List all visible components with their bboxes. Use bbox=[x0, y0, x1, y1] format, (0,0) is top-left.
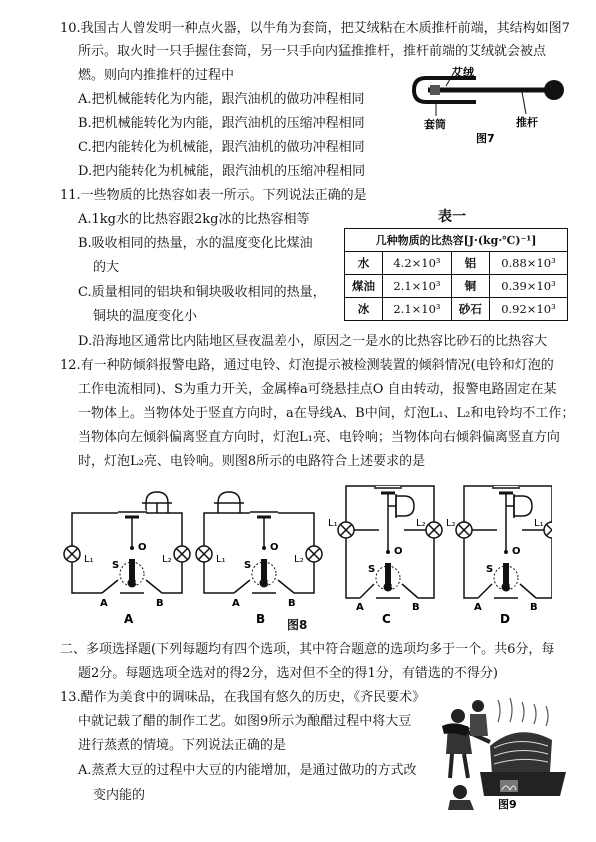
figure-8-circuits bbox=[62, 480, 552, 630]
table-cell: 0.88×10³ bbox=[489, 252, 567, 275]
label-a: a bbox=[267, 577, 274, 587]
label-a: a bbox=[135, 577, 142, 587]
table-cell: 水 bbox=[345, 252, 383, 275]
circuit-a bbox=[64, 492, 190, 626]
table-cell: 煤油 bbox=[345, 275, 383, 298]
q10-stem-line-2: 所示。取火时一只手握住套筒，另一只手向内猛推推杆，推杆前端的艾绒就会被点 bbox=[78, 44, 547, 59]
figure-7-fire-starter bbox=[412, 64, 572, 144]
lamp-label-right: L₂ bbox=[162, 554, 172, 565]
table-row bbox=[345, 275, 568, 298]
q10-stem-line-3: 燃。则向内推推杆的过程中 bbox=[78, 68, 235, 83]
lamp-label-left: L₁ bbox=[328, 518, 338, 529]
q13-stem-line-1: 13.醋作为美食中的调味品，在我国有悠久的历史，《齐民要术》 bbox=[60, 690, 426, 705]
circuit-letter: A bbox=[124, 612, 134, 626]
circuit-c bbox=[328, 486, 442, 626]
lamp-label-right: L₂ bbox=[416, 518, 426, 529]
table-cell: 2.1×10³ bbox=[383, 275, 452, 298]
table-cell: 2.1×10³ bbox=[383, 298, 452, 321]
label-s: S bbox=[368, 564, 376, 575]
figure-9-illustration bbox=[440, 692, 570, 810]
section-2-heading-cont: 题2分。每题选项全选对的得2分，选对但不全的得1分，有错选的不得分) bbox=[78, 666, 498, 681]
q12-stem-line-3: 一物体上。当物体处于竖直方向时，a在导线A、B中间，灯泡L₁、L₂和电铃均不工作； bbox=[78, 406, 575, 421]
table-row bbox=[345, 298, 568, 321]
wire-label-b: B bbox=[288, 598, 296, 609]
label-s: S bbox=[112, 560, 120, 571]
table-cell: 铝 bbox=[451, 252, 489, 275]
q11-option-d: D.沿海地区通常比内陆地区昼夜温差小，原因之一是水的比热容比砂石的比热容大 bbox=[78, 334, 548, 349]
q11-option-a: A.1kg水的比热容跟2kg冰的比热容相等 bbox=[78, 212, 310, 227]
table-cell: 砂石 bbox=[451, 298, 489, 321]
label-a: a bbox=[391, 581, 398, 591]
q10-option-a: A.把机械能转化为内能，跟汽油机的做功冲程相同 bbox=[78, 92, 365, 107]
lamp-label-left: L₁ bbox=[216, 554, 226, 565]
fig7-caption: 图7 bbox=[476, 132, 495, 144]
q13-option-a: A.蒸煮大豆的过程中大豆的内能增加，是通过做功的方式改 bbox=[78, 763, 417, 778]
table-header: 几种物质的比热容[J·(kg·℃)⁻¹] bbox=[345, 229, 568, 252]
label-o: O bbox=[394, 546, 403, 557]
circuit-d bbox=[446, 486, 552, 626]
label-a: a bbox=[509, 581, 516, 591]
table-cell: 铜 bbox=[451, 275, 489, 298]
q12-stem-line-5: 时，灯泡L₂亮、电铃响。则图8所示的电路符合上述要求的是 bbox=[78, 454, 426, 469]
table-cell: 4.2×10³ bbox=[383, 252, 452, 275]
table-cell: 冰 bbox=[345, 298, 383, 321]
lamp-label-right: L₁ bbox=[534, 518, 544, 529]
fig9-caption: 图9 bbox=[498, 798, 517, 810]
wire-label-a: A bbox=[474, 602, 482, 613]
table-1-title: 表一 bbox=[438, 209, 466, 225]
wire-label-a: A bbox=[100, 598, 108, 609]
q12-stem-line-4: 当物体向左倾斜偏离竖直方向时，灯泡L₁亮、电铃响；当物体向右倾斜偏离竖直方向 bbox=[78, 430, 560, 445]
specific-heat-table bbox=[344, 228, 568, 321]
fig7-label-sleeve: 套筒 bbox=[424, 118, 446, 131]
q13-stem-line-2: 中就记载了醋的制作工艺。如图9所示为酿醋过程中将大豆 bbox=[78, 714, 412, 729]
circuit-b bbox=[196, 492, 322, 626]
circuit-letter: C bbox=[382, 612, 391, 626]
label-s: S bbox=[244, 560, 252, 571]
fig8-caption: 图8 bbox=[287, 618, 308, 632]
q10-option-b: B.把机械能转化为内能，跟汽油机的压缩冲程相同 bbox=[78, 116, 365, 131]
label-o: O bbox=[138, 542, 147, 553]
q12-stem-line-1: 12.有一种防倾斜报警电路，通过电铃、灯泡提示被检测装置的倾斜情况(电铃和灯泡的 bbox=[60, 358, 554, 373]
q11-option-c-cont: 铜块的温度变化小 bbox=[93, 309, 198, 324]
lamp-label-right: L₂ bbox=[294, 554, 304, 565]
q12-stem-line-2: 工作电流相同)、S为重力开关，金属棒a可绕悬挂点O 自由转动，报警电路固定在某 bbox=[78, 382, 557, 397]
table-row bbox=[345, 252, 568, 275]
q11-option-c: C.质量相同的铝块和铜块吸收相同的热量， bbox=[78, 285, 326, 300]
q13-stem-line-3: 进行蒸煮的情境。下列说法正确的是 bbox=[78, 738, 287, 753]
table-cell: 0.39×10³ bbox=[489, 275, 567, 298]
q10-option-c: C.把内能转化为机械能，跟汽油机的做功冲程相同 bbox=[78, 140, 365, 155]
fig7-label-moxa: 艾绒 bbox=[452, 66, 474, 79]
wire-label-a: A bbox=[232, 598, 240, 609]
wire-label-b: B bbox=[412, 602, 420, 613]
table-cell: 0.92×10³ bbox=[489, 298, 567, 321]
circuit-letter: B bbox=[256, 612, 266, 626]
wire-label-a: A bbox=[356, 602, 364, 613]
section-2-heading: 二、多项选择题(下列每题均有四个选项，其中符合题意的选项均多于一个。共6分，每 bbox=[60, 642, 555, 657]
label-o: O bbox=[270, 542, 279, 553]
q13-option-a-cont: 变内能的 bbox=[93, 788, 146, 803]
circuit-letter: D bbox=[500, 612, 510, 626]
lamp-label-left: L₂ bbox=[446, 518, 456, 529]
wire-label-b: B bbox=[156, 598, 164, 609]
label-o: O bbox=[512, 546, 521, 557]
q11-option-b: B.吸收相同的热量，水的温度变化比煤油 bbox=[78, 236, 313, 251]
label-s: S bbox=[486, 564, 494, 575]
fig7-label-pushrod: 推杆 bbox=[516, 116, 538, 129]
q10-option-d: D.把内能转化为机械能，跟汽油机的压缩冲程相同 bbox=[78, 164, 366, 179]
q10-stem-line-1: 10.我国古人曾发明一种点火器，以牛角为套筒，把艾绒粘在木质推杆前端，其结构如图7 bbox=[60, 21, 570, 36]
wire-label-b: B bbox=[530, 602, 538, 613]
q11-stem: 11.一些物质的比热容如表一所示。下列说法正确的是 bbox=[60, 188, 367, 203]
lamp-label-left: L₁ bbox=[84, 554, 94, 565]
q11-option-b-cont: 的大 bbox=[93, 260, 120, 275]
